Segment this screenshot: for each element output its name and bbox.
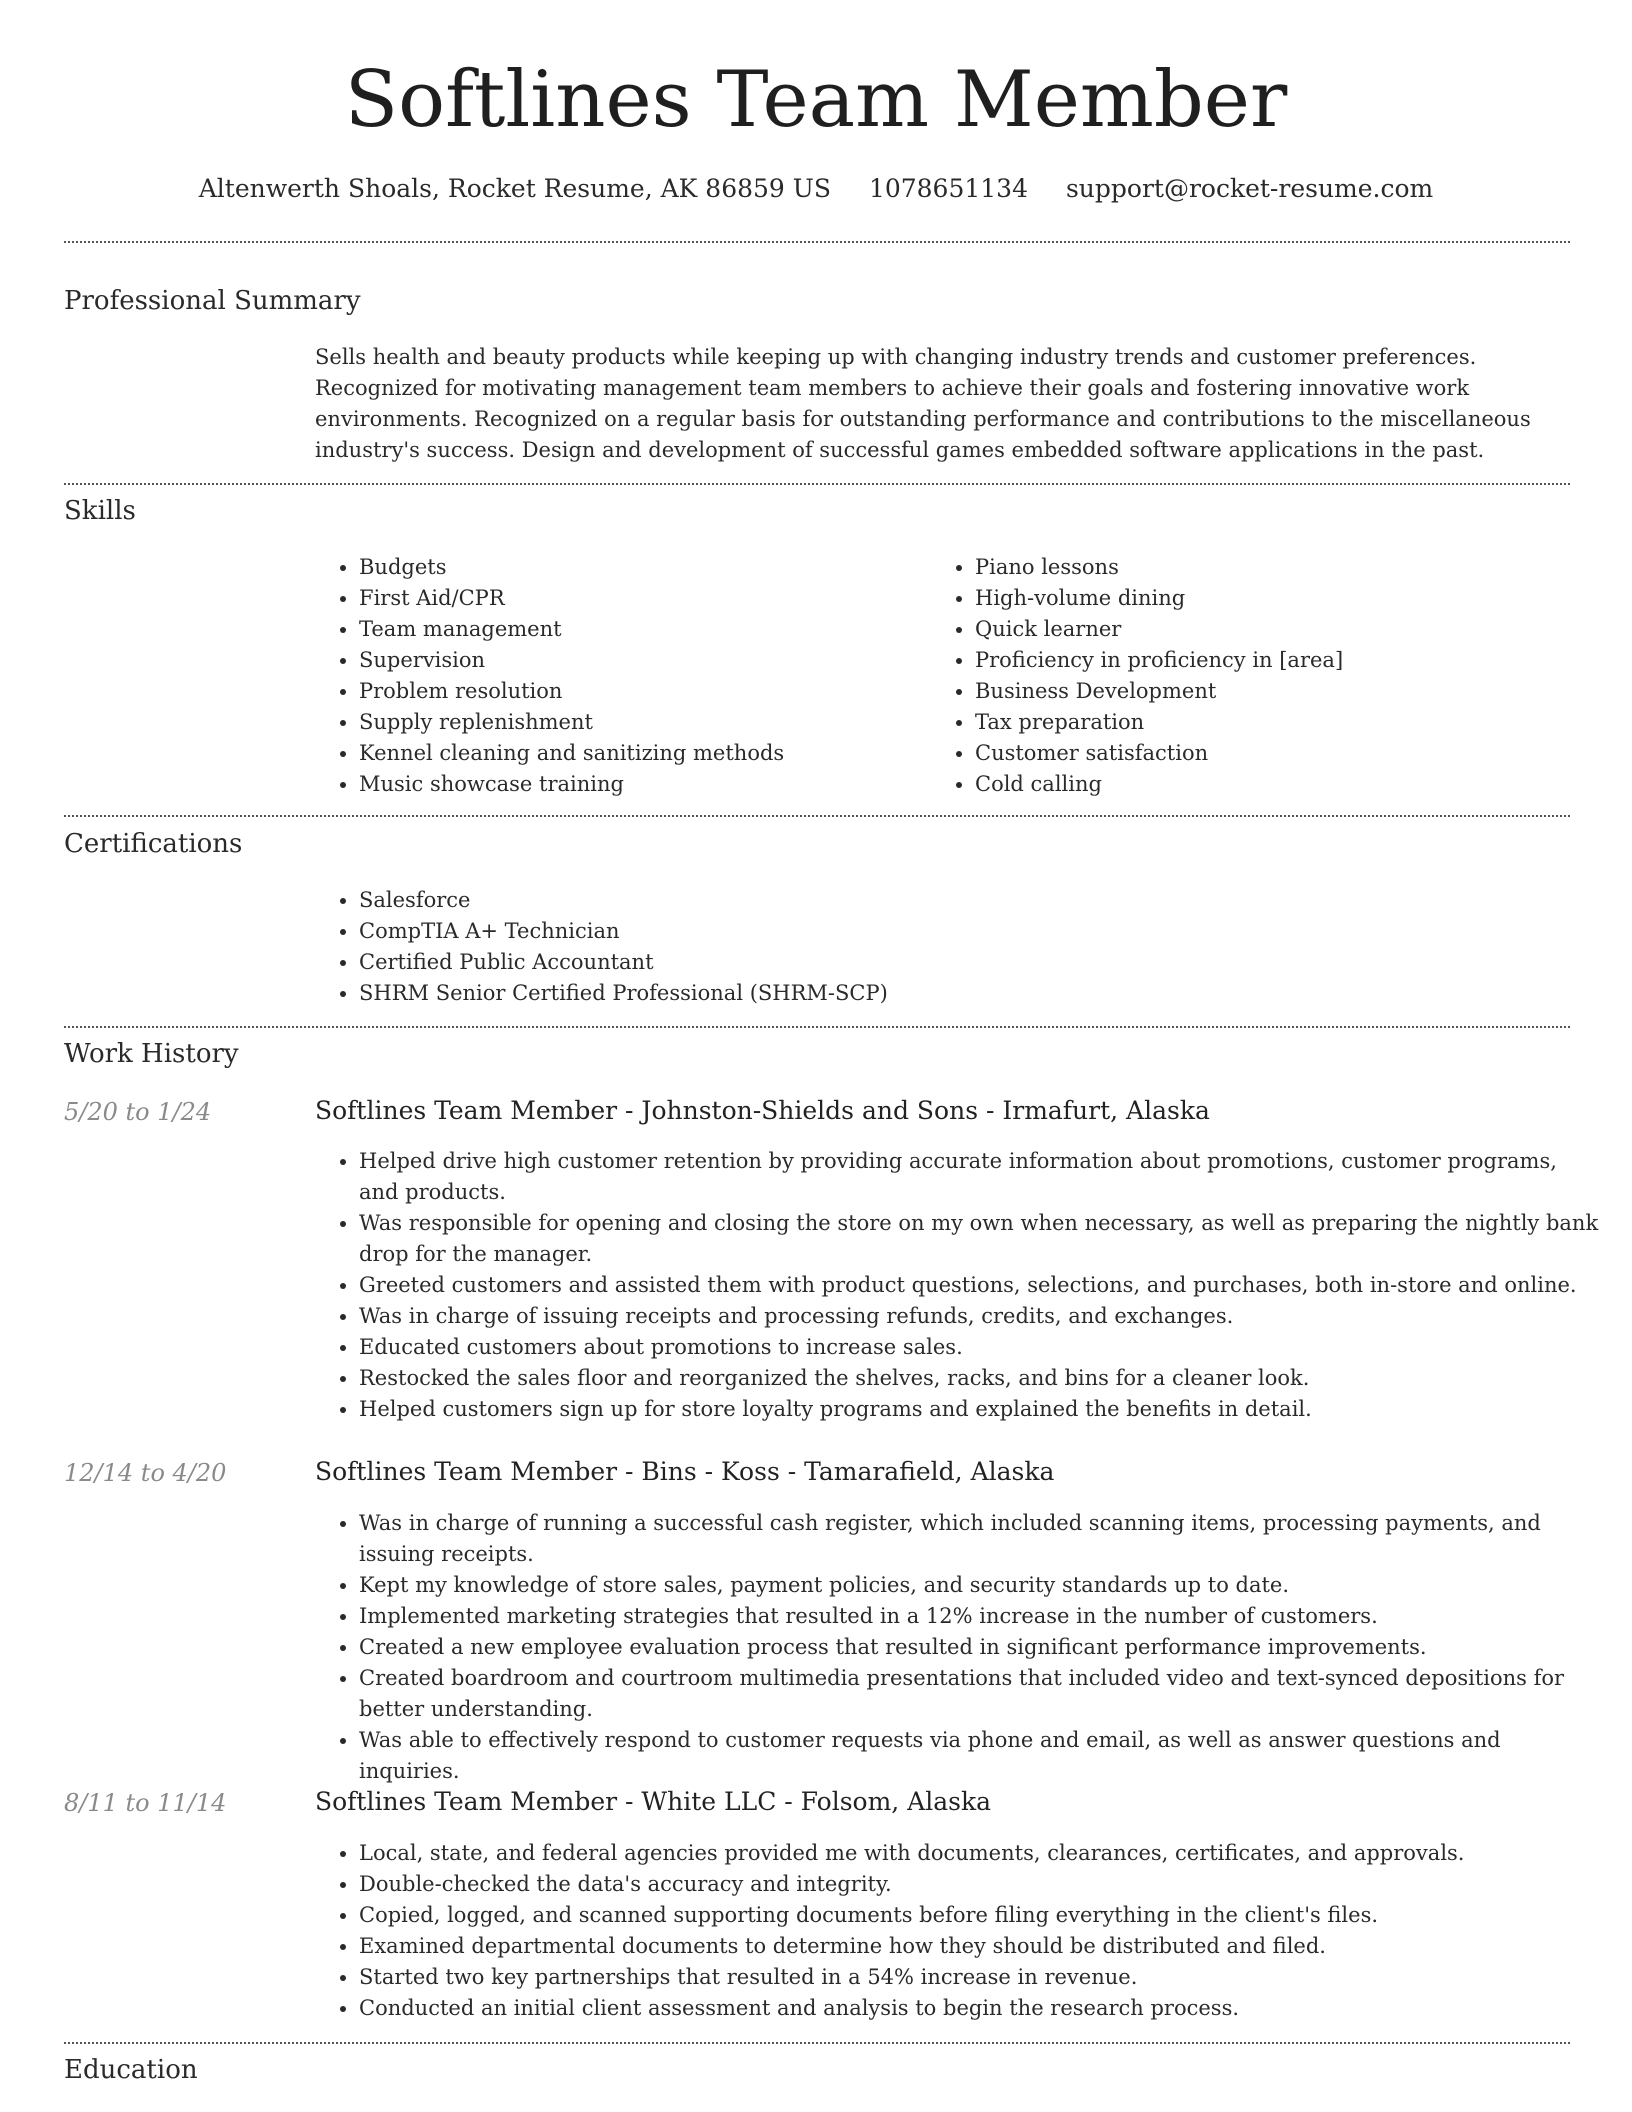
list-item: • Created boardroom and courtroom multimedia presentations that included video and text-synced depositions for better understanding. xyxy=(359,1663,1599,1725)
list-item: • Quick learner xyxy=(975,614,1595,645)
job-bullets xyxy=(315,1146,1599,1425)
job-title: Softlines Team Member - White LLC - Folsom, Alaska xyxy=(315,1787,992,1816)
contact-phone: 1078651134 xyxy=(868,174,1028,203)
job-dates: 12/14 to 4/20 xyxy=(64,1459,227,1487)
job-title: Softlines Team Member - Johnston-Shields and Sons - Irmafurt, Alaska xyxy=(315,1096,1210,1125)
list-item: • Supply replenishment xyxy=(359,707,919,738)
list-item: • Created a new employee evaluation process that resulted in significant performance improvements. xyxy=(359,1632,1599,1663)
list-item: • SHRM Senior Certified Professional (SHRM-SCP) xyxy=(359,978,1559,1009)
job-dates: 5/20 to 1/24 xyxy=(64,1098,212,1126)
list-item: • Cold calling xyxy=(975,769,1595,800)
list-item: • Customer satisfaction xyxy=(975,738,1595,769)
skills-list-right xyxy=(931,552,1595,800)
summary-text: Sells health and beauty products while keeping up with changing industry trends and customer preferences. Recognized for motivating management team members to achieve their goals and fostering innovative work environments. Recognized on a regular basis for outstanding performance and contributions to the miscellaneous industry's success. Design and development of successful games embedded software applications in the past. xyxy=(315,345,1531,462)
list-item: • Restocked the sales floor and reorganized the shelves, racks, and bins for a cleaner look. xyxy=(359,1363,1599,1394)
job-dates: 8/11 to 11/14 xyxy=(64,1789,227,1817)
list-item: • Copied, logged, and scanned supporting documents before filing everything in the client's files. xyxy=(359,1900,1599,1931)
section-divider xyxy=(64,2042,1570,2044)
list-item: • Helped customers sign up for store loyalty programs and explained the benefits in detail. xyxy=(359,1394,1599,1425)
list-item: • Piano lessons xyxy=(975,552,1595,583)
section-divider xyxy=(64,815,1570,817)
section-divider xyxy=(64,483,1570,485)
certifications-list xyxy=(315,885,1559,1009)
list-item: • Kennel cleaning and sanitizing methods xyxy=(359,738,919,769)
list-item: • Salesforce xyxy=(359,885,1559,916)
list-item: • Started two key partnerships that resulted in a 54% increase in revenue. xyxy=(359,1962,1599,1993)
list-item: • Problem resolution xyxy=(359,676,919,707)
list-item: • CompTIA A+ Technician xyxy=(359,916,1559,947)
list-item: • Kept my knowledge of store sales, payment policies, and security standards up to date. xyxy=(359,1570,1599,1601)
contact-line xyxy=(0,172,1632,206)
certifications-heading: Certifications xyxy=(64,829,243,859)
skills-list-left xyxy=(315,552,919,800)
list-item: • Examined departmental documents to determine how they should be distributed and filed. xyxy=(359,1931,1599,1962)
list-item: • Was in charge of running a successful cash register, which included scanning items, processing payments, and issuing receipts. xyxy=(359,1508,1599,1570)
list-item: • High-volume dining xyxy=(975,583,1595,614)
summary-heading: Professional Summary xyxy=(64,286,361,316)
list-item: • Budgets xyxy=(359,552,919,583)
list-item: • Music showcase training xyxy=(359,769,919,800)
section-divider xyxy=(64,1026,1570,1028)
contact-email: support@rocket-resume.com xyxy=(1065,174,1434,203)
list-item: • Was able to effectively respond to customer requests via phone and email, as well as answer questions and inquiries. xyxy=(359,1725,1599,1787)
list-item: • Greeted customers and assisted them with product questions, selections, and purchases, both in-store and online. xyxy=(359,1270,1599,1301)
list-item: • Double-checked the data's accuracy and integrity. xyxy=(359,1869,1599,1900)
job-bullets xyxy=(315,1838,1599,2024)
section-divider xyxy=(64,241,1570,243)
candidate-name: Softlines Team Member xyxy=(344,55,1288,145)
list-item: • Helped drive high customer retention by providing accurate information about promotions, customer programs, and products. xyxy=(359,1146,1599,1208)
job-bullets xyxy=(315,1508,1599,1787)
work-history-heading: Work History xyxy=(64,1039,239,1069)
list-item: • Educated customers about promotions to increase sales. xyxy=(359,1332,1599,1363)
list-item: • Conducted an initial client assessment and analysis to begin the research process. xyxy=(359,1993,1599,2024)
contact-address: Altenwerth Shoals, Rocket Resume, AK 86859 US xyxy=(198,174,831,203)
education-heading: Education xyxy=(64,2055,198,2085)
list-item: • Local, state, and federal agencies provided me with documents, clearances, certificates, and approvals. xyxy=(359,1838,1599,1869)
list-item: • Was in charge of issuing receipts and processing refunds, credits, and exchanges. xyxy=(359,1301,1599,1332)
skills-heading: Skills xyxy=(64,496,136,526)
list-item: • Tax preparation xyxy=(975,707,1595,738)
list-item: • Certified Public Accountant xyxy=(359,947,1559,978)
list-item: • Team management xyxy=(359,614,919,645)
list-item: • Implemented marketing strategies that resulted in a 12% increase in the number of customers. xyxy=(359,1601,1599,1632)
list-item: • Business Development xyxy=(975,676,1595,707)
list-item: • Was responsible for opening and closing the store on my own when necessary, as well as preparing the nightly bank drop for the manager. xyxy=(359,1208,1599,1270)
job-title: Softlines Team Member - Bins - Koss - Tamarafield, Alaska xyxy=(315,1457,1055,1486)
list-item: • First Aid/CPR xyxy=(359,583,919,614)
list-item: • Supervision xyxy=(359,645,919,676)
list-item: • Proficiency in proficiency in [area] xyxy=(975,645,1595,676)
